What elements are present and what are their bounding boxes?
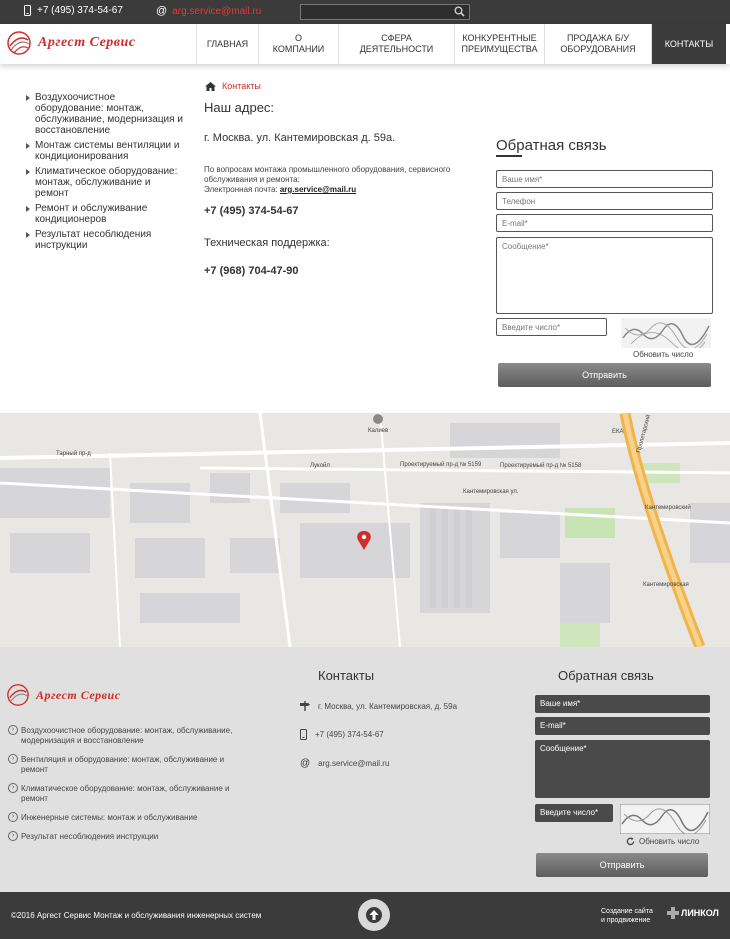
captcha-field[interactable]: Введите число*: [496, 318, 607, 336]
captcha-image: [621, 318, 711, 348]
footer-phone-text: +7 (495) 374-54-67: [315, 730, 384, 739]
footer-name-field[interactable]: Ваше имя*: [535, 695, 710, 713]
copyright: ©2016 Аргест Сервис Монтаж и обслуживания инженерных систем: [11, 911, 262, 920]
nav-used-equipment[interactable]: ПРОДАЖА Б/У ОБОРУДОВАНИЯ: [544, 24, 651, 64]
footer-address-text: г. Москва, ул. Кантемировская, д. 59а: [318, 701, 458, 711]
top-email[interactable]: [156, 5, 261, 17]
footer-link[interactable]: › Инженерные системы: монтаж и обслуживание: [8, 813, 248, 823]
footer-send-button[interactable]: Отправить: [536, 853, 708, 877]
plus-logo-icon: [667, 907, 679, 919]
footer-link[interactable]: › Результат несоблюдения инструкции: [8, 832, 248, 842]
footer-address: [300, 701, 457, 711]
footer-email-field[interactable]: E-mail*: [535, 717, 710, 735]
logo-swirl-icon: [6, 30, 32, 56]
footer-phone[interactable]: [300, 729, 384, 740]
map-canvas: [0, 413, 730, 647]
logo-swirl-icon: [6, 683, 30, 707]
footer-refresh-captcha[interactable]: [626, 837, 699, 846]
nav-home[interactable]: ГЛАВНАЯ: [196, 24, 258, 64]
top-phone-text: +7 (495) 374-54-67: [37, 5, 123, 16]
note-text: По вопросам монтажа промышленного оборудования, сервисного обслуживания и ремонта:: [204, 165, 451, 184]
svg-text:Проектируемый пр-д № 5159: Проектируемый пр-д № 5159: [400, 462, 482, 468]
at-icon: @: [156, 5, 168, 17]
svg-text:Кантемировский: Кантемировский: [645, 505, 691, 511]
email-label: Электронная почта:: [204, 185, 278, 194]
main-header: [0, 24, 730, 64]
top-phone[interactable]: [24, 5, 123, 16]
main-nav: [196, 24, 726, 64]
side-menu: [26, 92, 186, 255]
contact-note: [204, 165, 484, 195]
logo-text: Аргест Сервис: [38, 35, 136, 50]
bottom-bar: [0, 892, 730, 939]
svg-text:Лукойл: Лукойл: [310, 463, 330, 469]
refresh-icon: [626, 837, 635, 846]
footer-captcha-field[interactable]: Введите число*: [535, 804, 613, 822]
logo[interactable]: [6, 30, 136, 56]
svg-text:Проектируемый пр-д № 5158: Проектируемый пр-д № 5158: [500, 463, 582, 469]
search-input[interactable]: [300, 4, 470, 20]
refresh-captcha-link[interactable]: Обновить число: [633, 350, 694, 359]
nav-contacts[interactable]: КОНТАКТЫ: [651, 24, 726, 64]
feedback-title: Обратная связь: [496, 137, 607, 154]
side-menu-item[interactable]: Монтаж системы вентиляции и кондиционирования: [26, 140, 186, 162]
footer-feedback-title: Обратная связь: [558, 668, 654, 683]
phone-field[interactable]: Телефон: [496, 192, 713, 210]
svg-text:Пролетарский: Пролетарский: [636, 414, 653, 454]
svg-text:Тарный пр-д: Тарный пр-д: [56, 451, 91, 457]
footer-email[interactable]: [300, 758, 389, 769]
made-line-1: Создание сайта: [601, 908, 653, 915]
phone-icon: [24, 5, 31, 16]
arrow-up-icon: [358, 899, 390, 931]
footer-links: [8, 726, 248, 851]
search-icon[interactable]: [454, 6, 465, 17]
footer-logo-text: Аргест Сервис: [36, 687, 121, 702]
svg-text:ЕКА: ЕКА: [612, 429, 624, 435]
send-button[interactable]: Отправить: [498, 363, 711, 387]
developer-name: ЛИНКОЛ: [681, 908, 719, 918]
map[interactable]: [0, 413, 730, 647]
phone-icon: [300, 729, 307, 740]
top-email-text: arg.service@mail.ru: [172, 5, 262, 17]
nav-activity[interactable]: СФЕРА ДЕЯТЕЛЬНОСТИ: [338, 24, 454, 64]
footer-message-field[interactable]: Сообщение*: [535, 740, 710, 798]
breadcrumb: [205, 81, 261, 91]
footer-link[interactable]: › Климатическое оборудование: монтаж, обслуживание и ремонт: [8, 784, 248, 804]
footer-logo[interactable]: [6, 683, 121, 707]
address-heading: Наш адрес:: [204, 100, 275, 115]
nav-advantages[interactable]: КОНКУРЕНТНЫЕ ПРЕИМУЩЕСТВА: [454, 24, 544, 64]
side-menu-item[interactable]: Климатическое оборудование: монтаж, обслуживание и ремонт: [26, 166, 186, 199]
made-line-2: и продвижение: [601, 917, 651, 924]
side-menu-item[interactable]: Результат несоблюдения инструкции: [26, 229, 186, 251]
side-menu-item[interactable]: Ремонт и обслуживание кондиционеров: [26, 203, 186, 225]
footer-contacts-title: Контакты: [318, 668, 375, 683]
at-icon: @: [300, 758, 311, 769]
made-by-text: [601, 907, 653, 925]
nav-about[interactable]: О КОМПАНИИ: [258, 24, 338, 64]
contact-email-link[interactable]: arg.service@mail.ru: [279, 185, 357, 194]
home-icon[interactable]: [205, 82, 216, 91]
footer-email-text: arg.service@mail.ru: [318, 759, 390, 768]
breadcrumb-current: Контакты: [222, 81, 261, 91]
svg-text:Кантемировская ул.: Кантемировская ул.: [463, 489, 519, 495]
footer-link[interactable]: › Воздухоочистное оборудование: монтаж, обслуживание, модернизация и восстановление: [8, 726, 248, 746]
footer-link[interactable]: › Вентиляция и оборудование: монтаж, обслуживание и ремонт: [8, 755, 248, 775]
support-heading: Техническая поддержка:: [204, 237, 330, 249]
name-field[interactable]: Ваше имя*: [496, 170, 713, 188]
email-field[interactable]: E-mail*: [496, 214, 713, 232]
footer-refresh-label: Обновить число: [639, 837, 700, 846]
top-bar: [0, 0, 730, 24]
support-phone[interactable]: +7 (968) 704-47-90: [204, 265, 299, 277]
contact-phone[interactable]: +7 (495) 374-54-67: [204, 205, 299, 217]
developer-logo[interactable]: [667, 907, 719, 919]
footer: [0, 647, 730, 892]
scroll-top-button[interactable]: [358, 899, 390, 931]
footer-captcha-image: [620, 804, 710, 834]
svg-text:Калиев: Калиев: [368, 428, 389, 434]
signpost-icon: [300, 701, 310, 711]
message-field[interactable]: Сообщение*: [496, 237, 713, 314]
side-menu-item[interactable]: Воздухоочистное оборудование: монтаж, обслуживание, модернизация и восстановление: [26, 92, 186, 136]
svg-text:Кантемировская: Кантемировская: [643, 582, 689, 588]
address-text: г. Москва. ул. Кантемировская д. 59а.: [204, 132, 396, 144]
